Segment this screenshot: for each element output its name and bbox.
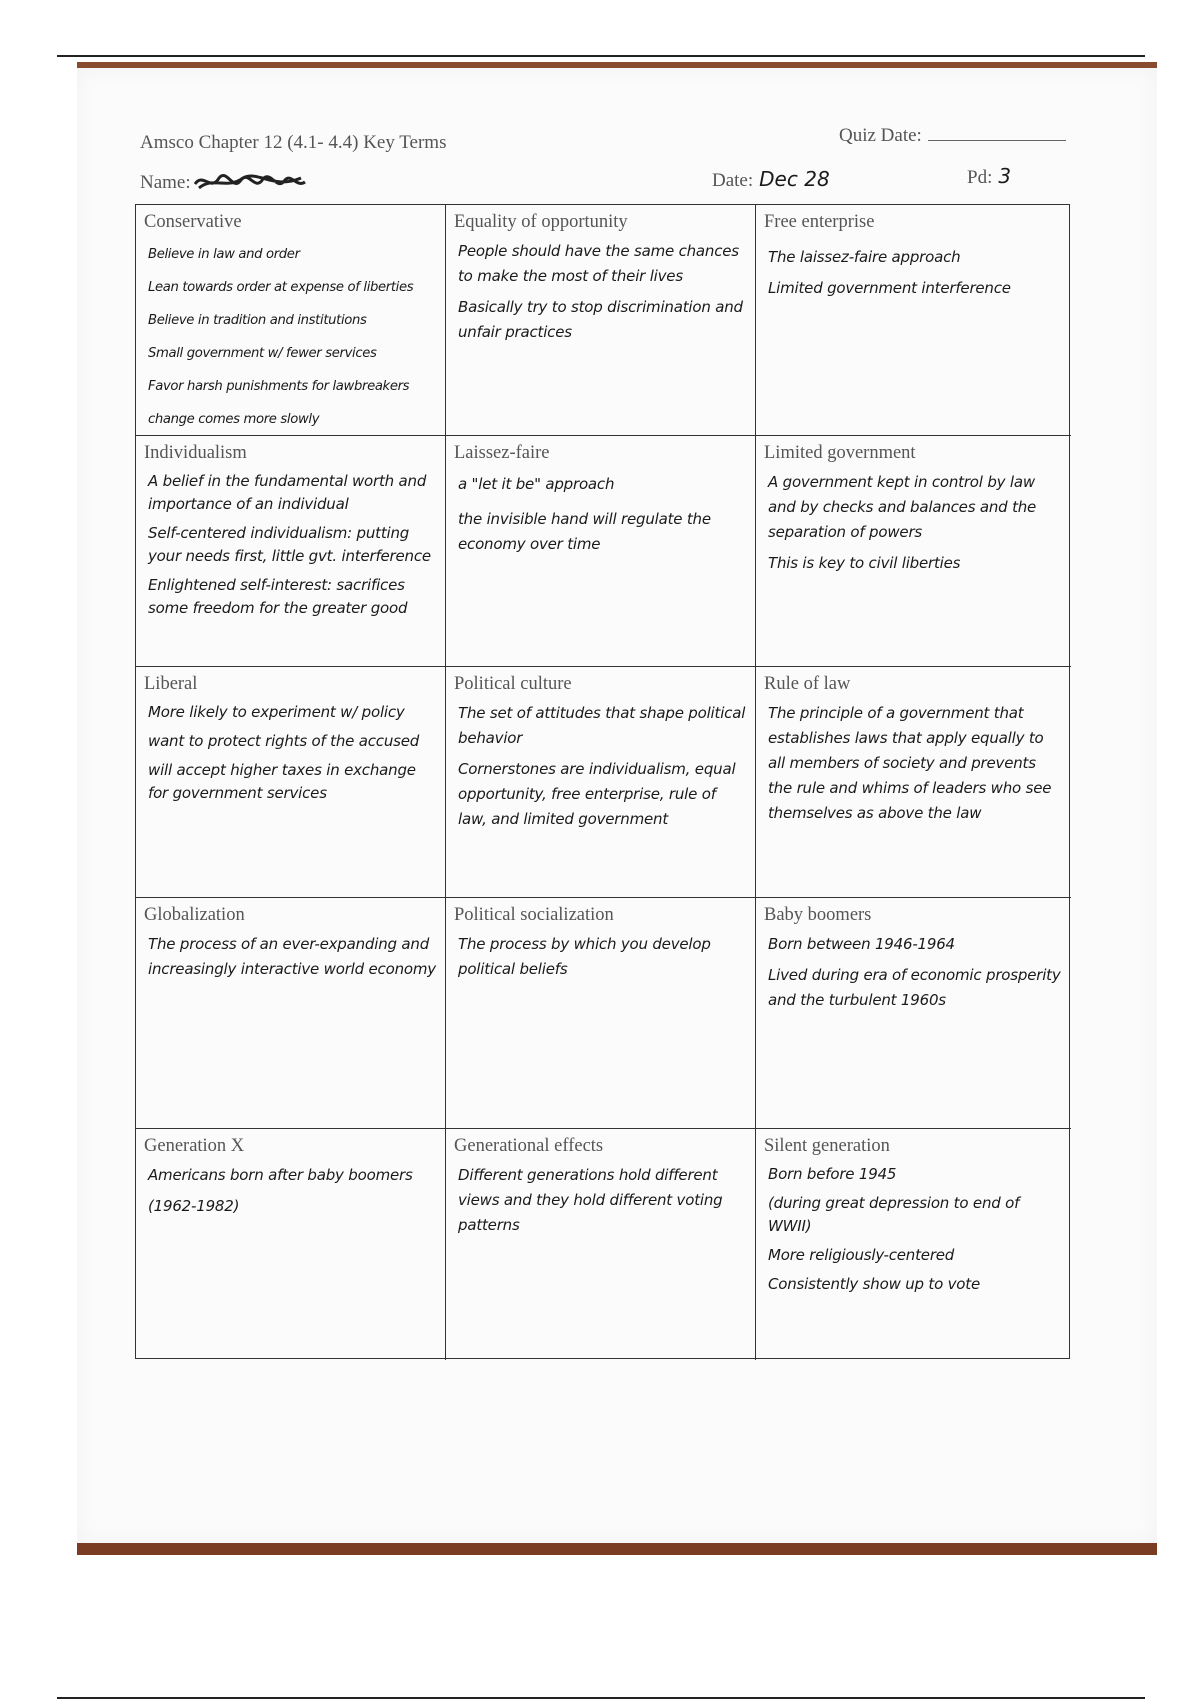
- term-label: Equality of opportunity: [454, 212, 628, 232]
- note: a "let it be" approach: [458, 475, 615, 493]
- term-cell-political-culture: [446, 667, 756, 898]
- note: More religiously-centered: [768, 1246, 955, 1264]
- note: The process of an ever-expanding and increasingly interactive world economy: [148, 935, 436, 978]
- term-label: Baby boomers: [764, 905, 872, 925]
- term-label: Generational effects: [454, 1136, 604, 1156]
- note: want to protect rights of the accused: [148, 732, 420, 750]
- term-label: Limited government: [764, 443, 916, 463]
- note: Small government w/ fewer services: [148, 346, 377, 361]
- term-cell-silent-generation: [756, 1129, 1071, 1360]
- term-cell-baby-boomers: [756, 898, 1071, 1129]
- note: The process by which you develop political beliefs: [458, 935, 711, 978]
- term-cell-generation-x: [136, 1129, 446, 1360]
- note: Lean towards order at expense of liberties: [148, 280, 414, 295]
- note: The principle of a government that establishes laws that apply equally to all members of society and prevents the rule and whims of leaders who see themselves as above the law: [768, 704, 1052, 822]
- redacted-name-scribble: [193, 170, 308, 194]
- term-cell-liberal: [136, 667, 446, 898]
- note: Self-centered individualism: putting your needs first, little gvt. interference: [148, 524, 431, 565]
- term-cell-rule-of-law: [756, 667, 1071, 898]
- date-field: [712, 167, 830, 192]
- term-cell-conservative: [136, 205, 446, 436]
- term-label: Conservative: [144, 212, 242, 232]
- note: Enlightened self-interest: sacrifices some freedom for the greater good: [148, 576, 408, 617]
- note: (1962-1982): [148, 1197, 240, 1215]
- note: More likely to experiment w/ policy: [148, 703, 405, 721]
- term-label: Rule of law: [764, 674, 851, 694]
- note: A belief in the fundamental worth and importance of an individual: [148, 472, 427, 513]
- date-label: Date:: [712, 170, 754, 191]
- note: will accept higher taxes in exchange for government services: [148, 761, 416, 802]
- note: Believe in law and order: [148, 247, 300, 262]
- top-rule: [57, 55, 1145, 57]
- note: A government kept in control by law and by checks and balances and the separation of powers: [768, 473, 1037, 541]
- term-label: Free enterprise: [764, 212, 875, 232]
- note: Lived during era of economic prosperity and the turbulent 1960s: [768, 966, 1061, 1009]
- note: (during great depression to end of WWII): [768, 1194, 1020, 1235]
- note: Born before 1945: [768, 1165, 897, 1183]
- note: Cornerstones are individualism, equal opportunity, free enterprise, rule of law, and limited government: [458, 760, 736, 828]
- note: The set of attitudes that shape political behavior: [458, 704, 746, 747]
- term-cell-individualism: [136, 436, 446, 667]
- note: The laissez-faire approach: [768, 248, 961, 266]
- note: Favor harsh punishments for lawbreakers: [148, 379, 410, 394]
- quiz-date-label: Quiz Date:: [839, 125, 922, 146]
- note: Believe in tradition and institutions: [148, 313, 367, 328]
- note: Consistently show up to vote: [768, 1275, 980, 1293]
- note: Different generations hold different views and they hold different voting patterns: [458, 1166, 723, 1234]
- term-cell-generational-effects: [446, 1129, 756, 1360]
- worksheet-title: Amsco Chapter 12 (4.1- 4.4) Key Terms: [140, 132, 447, 153]
- note: the invisible hand will regulate the economy over time: [458, 510, 711, 553]
- term-label: Liberal: [144, 674, 198, 694]
- period-value: 3: [998, 164, 1012, 188]
- note: This is key to civil liberties: [768, 554, 961, 572]
- note: Born between 1946-1964: [768, 935, 955, 953]
- quiz-date-field: [839, 125, 1066, 147]
- date-value: Dec 28: [759, 167, 830, 191]
- term-label: Political culture: [454, 674, 572, 694]
- note: change comes more slowly: [148, 412, 320, 427]
- note: Americans born after baby boomers: [148, 1166, 413, 1184]
- name-field: [140, 170, 308, 194]
- term-label: Individualism: [144, 443, 247, 463]
- term-cell-laissez-faire: [446, 436, 756, 667]
- period-field: [967, 164, 1011, 189]
- term-label: Generation X: [144, 1136, 245, 1156]
- key-terms-grid: [135, 204, 1070, 1359]
- term-label: Globalization: [144, 905, 245, 925]
- note: Limited government interference: [768, 279, 1011, 297]
- term-label: Political socialization: [454, 905, 614, 925]
- bottom-rule: [57, 1697, 1145, 1699]
- term-cell-limited-government: [756, 436, 1071, 667]
- note: People should have the same chances to make the most of their lives: [458, 242, 739, 285]
- quiz-date-blank: [928, 126, 1066, 141]
- term-cell-globalization: [136, 898, 446, 1129]
- period-label: Pd:: [967, 167, 993, 188]
- term-cell-free-enterprise: [756, 205, 1071, 436]
- term-cell-equality-of-opportunity: [446, 205, 756, 436]
- term-label: Silent generation: [764, 1136, 890, 1156]
- term-label: Laissez-faire: [454, 443, 550, 463]
- note: Basically try to stop discrimination and unfair practices: [458, 298, 743, 341]
- name-label: Name:: [140, 172, 191, 193]
- term-cell-political-socialization: [446, 898, 756, 1129]
